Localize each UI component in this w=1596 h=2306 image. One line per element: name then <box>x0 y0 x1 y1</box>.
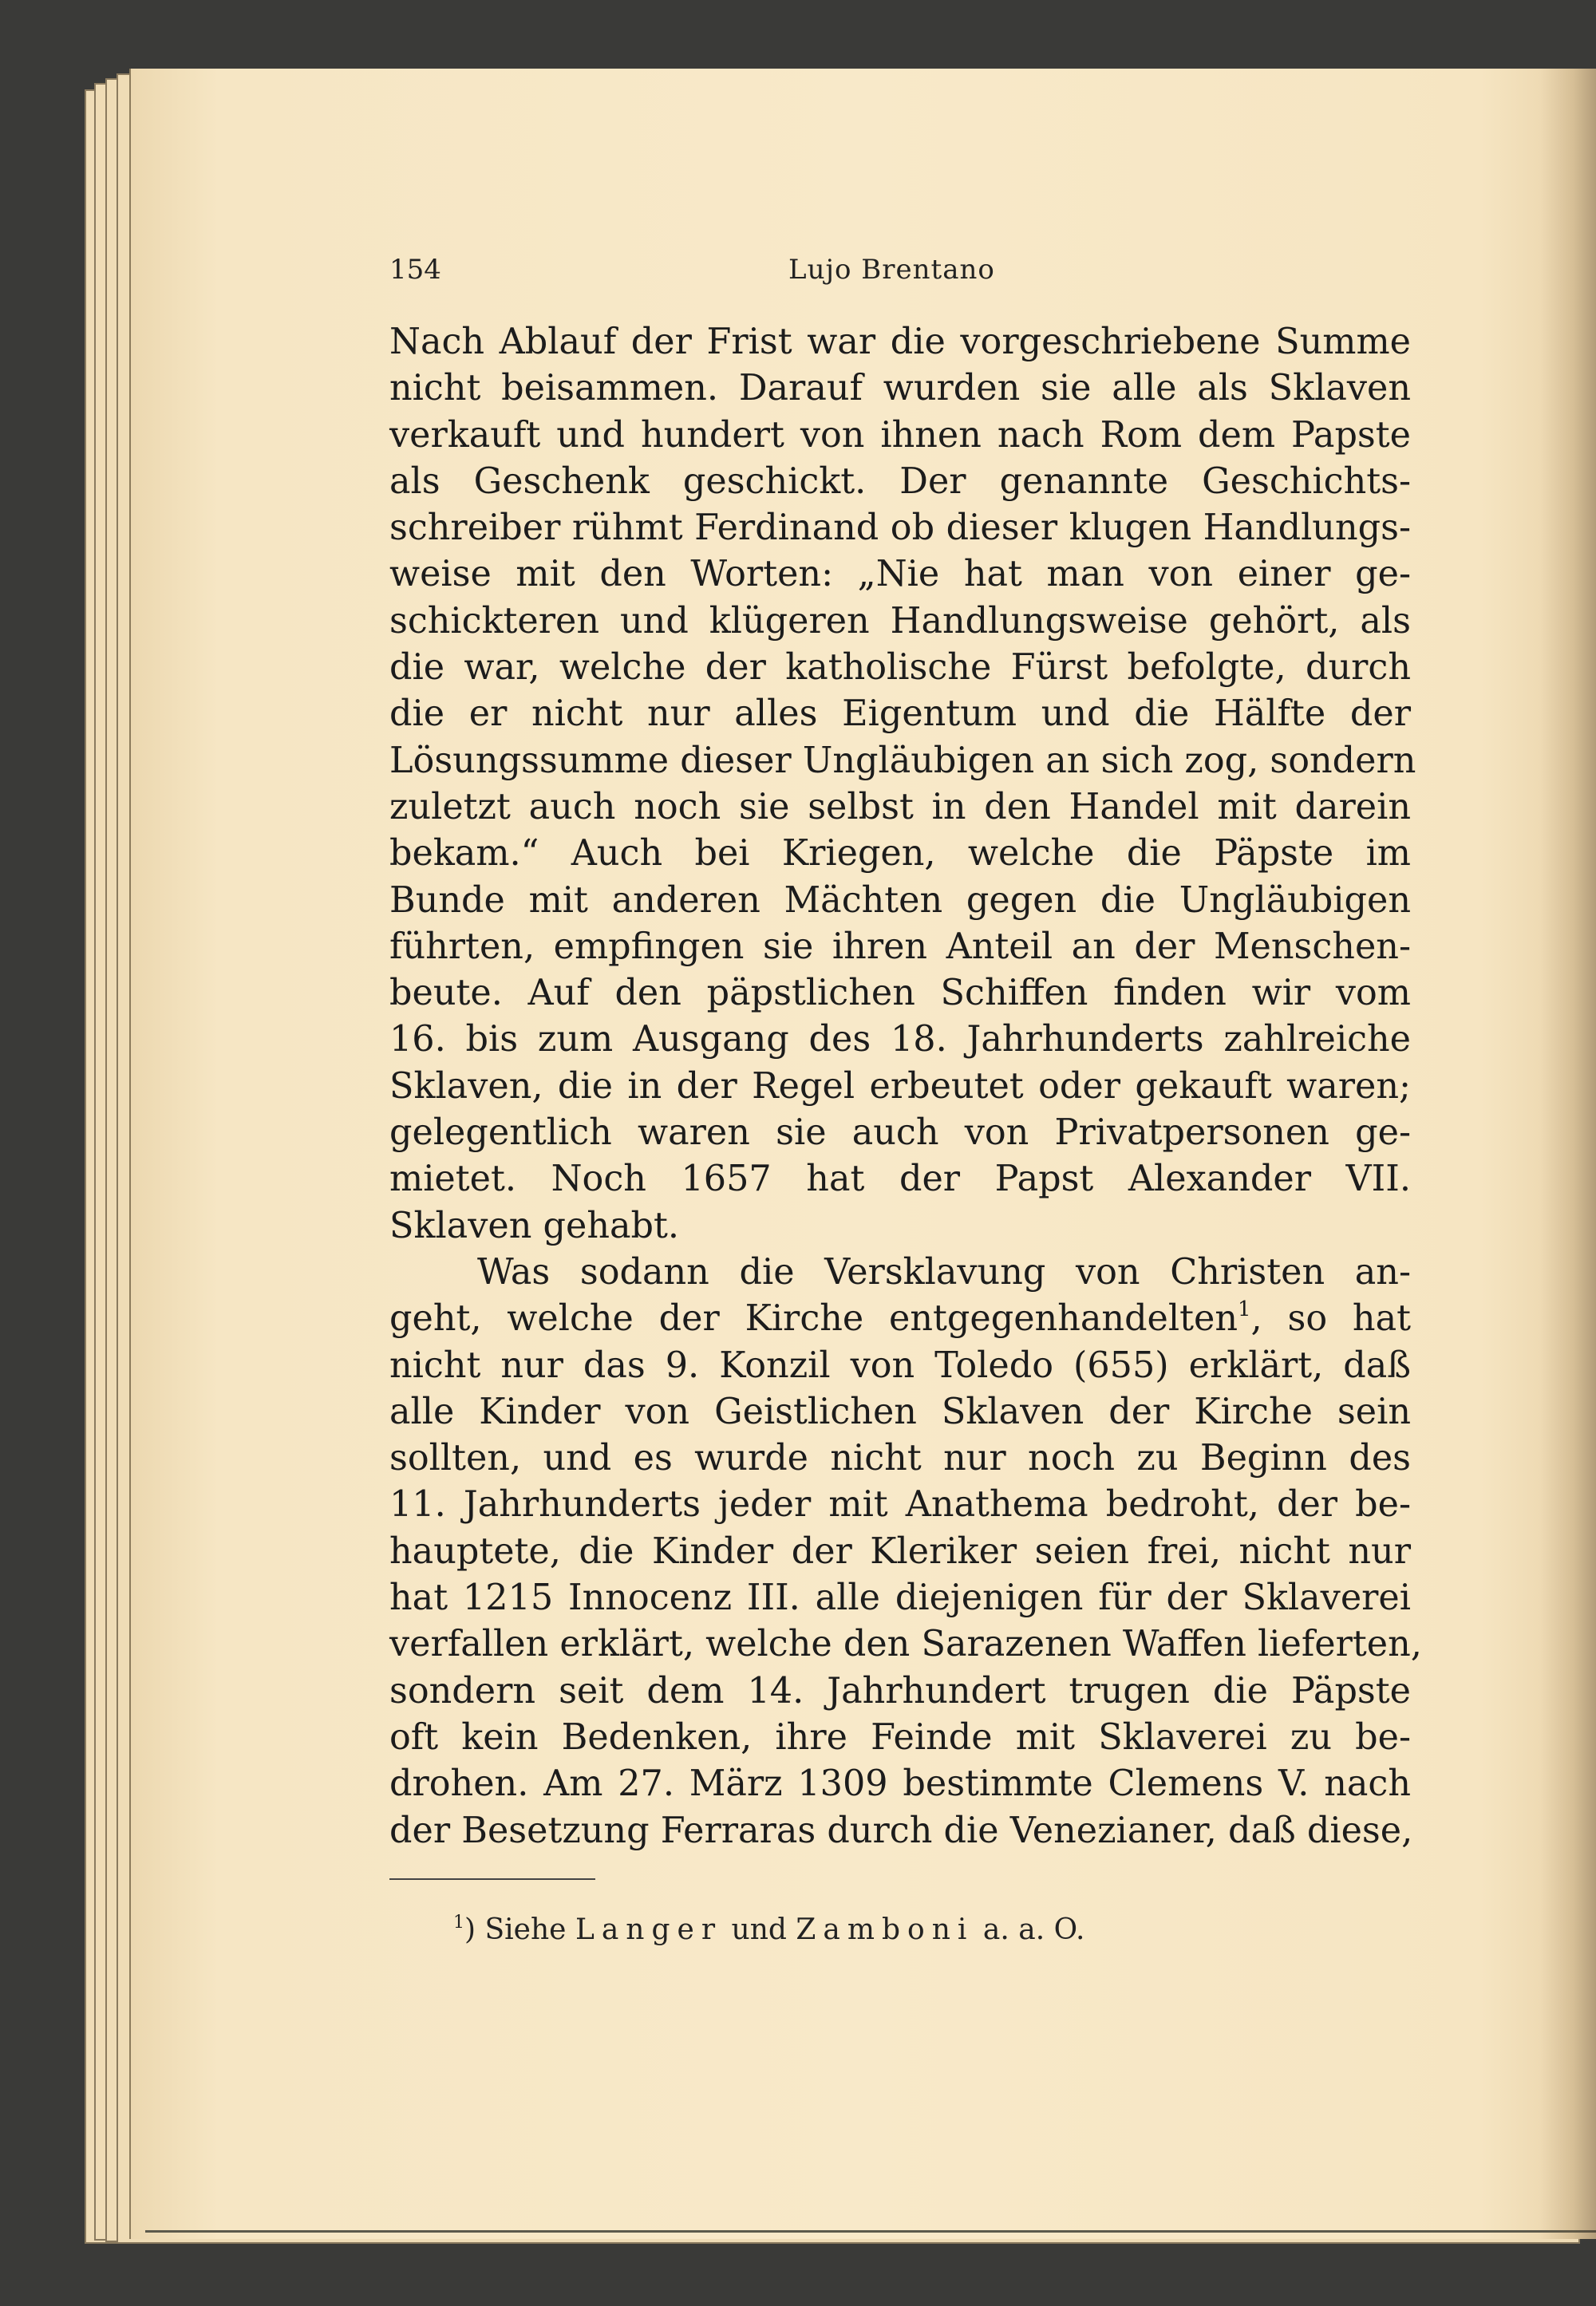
text-line-with-footnote-ref <box>389 1296 1411 1342</box>
text-line: führten, empfingen sie ihren Anteil an der Menschen- <box>389 926 1411 967</box>
text-line: bekam.“ Auch bei Kriegen, welche die Päpste im <box>389 833 1411 875</box>
footnote-text: Siehe <box>484 1913 567 1946</box>
footnote-marker: 1 <box>453 1913 464 1933</box>
line-text: , so hat <box>1250 1298 1411 1340</box>
text-line: alle Kinder von Geistlichen Sklaven der Kirche sein <box>389 1391 1411 1432</box>
text-line: mietet. Noch 1657 hat der Papst Alexander VII. <box>389 1159 1411 1200</box>
footnote <box>453 1913 1084 1946</box>
text-line: Bunde mit anderen Mächten gegen die Ungläubigen <box>389 879 1411 921</box>
text-line: gelegentlich waren sie auch von Privatpersonen ge- <box>389 1112 1411 1154</box>
text-line: die war, welche der katholische Fürst befolgte, durch <box>389 647 1411 689</box>
text-line: verfallen erklärt, welche den Sarazenen Waffen lieferten, <box>389 1624 1422 1665</box>
text-line: oft kein Bedenken, ihre Feinde mit Sklaverei zu be- <box>389 1716 1411 1758</box>
text-line: 11. Jahrhunderts jeder mit Anathema bedroht, der be- <box>389 1484 1411 1526</box>
text-line: hauptete, die Kinder der Kleriker seien frei, nicht nur <box>389 1530 1411 1572</box>
text-line: schickteren und klügeren Handlungsweise gehört, als <box>389 600 1411 642</box>
text-line: nicht nur das 9. Konzil von Toledo (655) erklärt, daß <box>389 1345 1411 1386</box>
running-head: Lujo Brentano <box>788 254 995 286</box>
page-number: 154 <box>389 254 441 286</box>
line-text: geht, welche der Kirche entgegenhandelten <box>389 1298 1238 1340</box>
footnote-reference: 1 <box>1238 1297 1251 1322</box>
text-line: Was sodann die Versklavung von Christen an- <box>477 1251 1411 1293</box>
text-line: schreiber rühmt Ferdinand ob dieser klugen Handlungs- <box>389 507 1411 549</box>
text-line: Sklaven, die in der Regel erbeutet oder gekauft waren; <box>389 1065 1411 1107</box>
text-line: Sklaven gehabt. <box>389 1205 680 1246</box>
text-line: der Besetzung Ferraras durch die Venezianer, daß diese, <box>389 1810 1413 1851</box>
footnote-text: und <box>731 1913 787 1946</box>
text-line: die er nicht nur alles Eigentum und die Hälfte der <box>389 693 1411 735</box>
text-line: hat 1215 Innocenz III. alle diejenigen für der Sklaverei <box>389 1577 1411 1619</box>
text-line: 16. bis zum Ausgang des 18. Jahrhunderts zahlreiche <box>389 1019 1411 1060</box>
text-line: weise mit den Worten: „Nie hat man von einer ge- <box>389 554 1411 595</box>
footnote-text: a. a. O. <box>982 1913 1085 1946</box>
text-line: sondern seit dem 14. Jahrhundert trugen die Päpste <box>389 1670 1411 1712</box>
text-line: sollten, und es wurde nicht nur noch zu Beginn des <box>389 1438 1411 1479</box>
gutter-shadow <box>1540 69 1596 2239</box>
body-text <box>389 319 1422 1854</box>
text-line: als Geschenk geschickt. Der genannte Geschichts- <box>389 460 1411 502</box>
text-line: Nach Ablauf der Frist war die vorgeschriebene Summe <box>389 322 1411 362</box>
text-line: nicht beisammen. Darauf wurden sie alle als Sklaven <box>389 368 1411 409</box>
text-line: drohen. Am 27. März 1309 bestimmte Clemens V. nach <box>389 1763 1411 1805</box>
text-line: verkauft und hundert von ihnen nach Rom dem Papste <box>389 414 1411 456</box>
footnote-author-name: Langer <box>575 1913 723 1946</box>
text-line: beute. Auf den päpstlichen Schiffen finden wir vom <box>389 973 1411 1014</box>
footnote-paren: ) <box>464 1913 476 1946</box>
page-header <box>389 254 1411 294</box>
text-line: Lösungssumme dieser Ungläubigen an sich zog, sondern <box>389 740 1416 781</box>
footnote-author-name: Zamboni <box>796 1913 974 1946</box>
footnote-rule <box>389 1878 595 1880</box>
text-line: zuletzt auch noch sie selbst in den Handel mit darein <box>389 786 1411 827</box>
